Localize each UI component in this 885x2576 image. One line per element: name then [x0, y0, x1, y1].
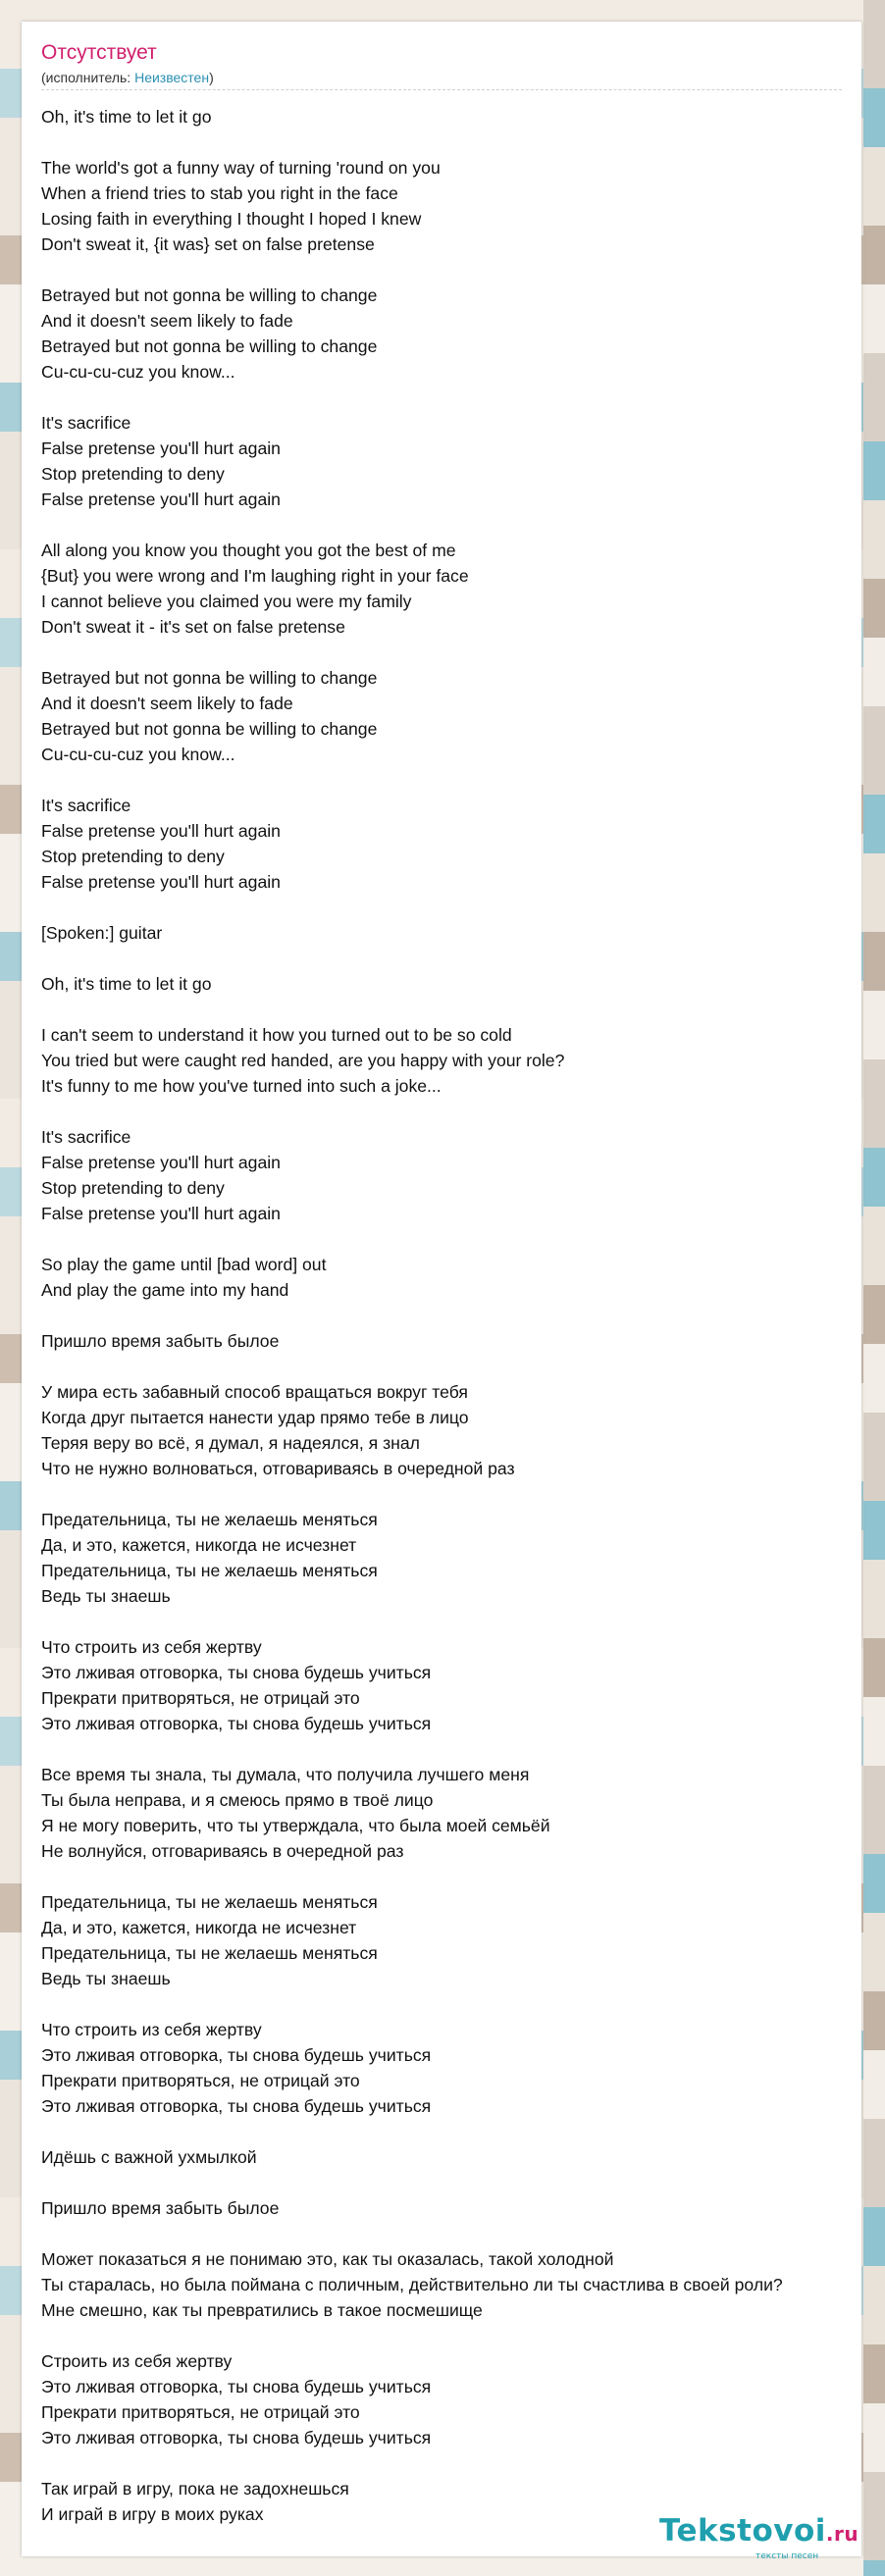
background-stripes: [863, 0, 885, 2576]
lyric-line: Это лживая отговорка, ты снова будешь учиться: [41, 2428, 432, 2447]
logo-tagline: тексты песен: [755, 2551, 819, 2561]
lyric-line: Betrayed but not gonna be willing to change: [41, 336, 378, 356]
lyric-line: Losing faith in everything I thought I hoped I knew: [41, 209, 422, 229]
lyric-line: Stop pretending to deny: [41, 464, 225, 484]
lyric-line: Это лживая отговорка, ты снова будешь учиться: [41, 1714, 432, 1733]
lyric-line: Все время ты знала, ты думала, что получила лучшего меня: [41, 1765, 530, 1784]
lyric-line: Oh, it's time to let it go: [41, 107, 212, 127]
artist-prefix: (исполнитель:: [41, 70, 135, 85]
lyric-line: Прекрати притворяться, не отрицай это: [41, 2402, 360, 2422]
lyric-line: Не волнуйся, отговариваясь в очередной раз: [41, 1841, 404, 1861]
lyric-blank-line: [41, 895, 783, 920]
lyric-line: Предательница, ты не желаешь меняться: [41, 1892, 378, 1912]
lyric-line: It's sacrifice: [41, 1127, 131, 1147]
lyric-line: When a friend tries to stab you right in the face: [41, 183, 398, 203]
lyric-line: The world's got a funny way of turning 'round on you: [41, 158, 441, 178]
lyric-line: Stop pretending to deny: [41, 1178, 225, 1198]
lyric-line: All along you know you thought you got the best of me: [41, 541, 456, 560]
lyric-line: Пришло время забыть былое: [41, 2198, 280, 2218]
site-logo[interactable]: [659, 2513, 859, 2549]
lyric-line: Предательница, ты не желаешь меняться: [41, 1561, 378, 1580]
lyric-blank-line: [41, 1991, 783, 2017]
lyric-line: Это лживая отговорка, ты снова будешь учиться: [41, 2045, 432, 2065]
lyric-line: I cannot believe you claimed you were my family: [41, 592, 412, 611]
lyric-line: False pretense you'll hurt again: [41, 872, 281, 892]
lyric-line: Теряя веру во всё, я думал, я надеялся, я знал: [41, 1433, 420, 1453]
lyric-blank-line: [41, 997, 783, 1022]
lyric-line: False pretense you'll hurt again: [41, 489, 281, 509]
lyric-line: Да, и это, кажется, никогда не исчезнет: [41, 1918, 357, 1937]
lyric-line: Может показаться я не понимаю это, как ты оказалась, такой холодной: [41, 2249, 614, 2269]
lyric-blank-line: [41, 2221, 783, 2246]
lyric-line: Betrayed but not gonna be willing to change: [41, 719, 378, 739]
logo-tld: .ru: [825, 2522, 859, 2546]
lyric-line: It's sacrifice: [41, 796, 131, 815]
lyric-line: You tried but were caught red handed, are you happy with your role?: [41, 1051, 565, 1070]
lyric-line: Oh, it's time to let it go: [41, 974, 212, 994]
lyric-line: [Spoken:] guitar: [41, 923, 163, 943]
lyric-line: Это лживая отговорка, ты снова будешь учиться: [41, 1663, 432, 1682]
lyric-line: {But} you were wrong and I'm laughing right in your face: [41, 566, 469, 586]
lyrics-card: [22, 22, 861, 2561]
lyric-line: And it doesn't seem likely to fade: [41, 311, 293, 331]
lyric-blank-line: [41, 1099, 783, 1124]
lyric-blank-line: [41, 129, 783, 155]
lyric-blank-line: [41, 1226, 783, 1252]
lyric-blank-line: [41, 1354, 783, 1379]
lyric-line: У мира есть забавный способ вращаться вокруг тебя: [41, 1382, 468, 1402]
lyric-line: Мне смешно, как ты превратились в такое посмешище: [41, 2300, 483, 2320]
lyric-line: Ты старалась, но была поймана с поличным, действительно ли ты счастлива в своей роли?: [41, 2275, 783, 2294]
lyric-line: So play the game until [bad word] out: [41, 1255, 327, 1274]
lyric-line: And play the game into my hand: [41, 1280, 289, 1300]
lyric-blank-line: [41, 767, 783, 793]
lyric-line: Строить из себя жертву: [41, 2351, 233, 2371]
lyric-blank-line: [41, 2323, 783, 2348]
lyric-line: Betrayed but not gonna be willing to change: [41, 668, 378, 688]
lyric-line: False pretense you'll hurt again: [41, 438, 281, 458]
lyric-line: Что не нужно волноваться, отговариваясь в очередной раз: [41, 1459, 515, 1478]
lyric-line: Stop pretending to deny: [41, 847, 225, 866]
lyric-blank-line: [41, 1736, 783, 1762]
lyric-line: Ведь ты знаешь: [41, 1969, 171, 1988]
lyric-line: Пришло время забыть былое: [41, 1331, 280, 1351]
lyric-line: Это лживая отговорка, ты снова будешь учиться: [41, 2377, 432, 2396]
artist-link[interactable]: Неизвестен: [134, 70, 210, 85]
lyric-line: I can't seem to understand it how you turned out to be so cold: [41, 1025, 512, 1045]
lyric-line: False pretense you'll hurt again: [41, 1204, 281, 1223]
lyric-line: Предательница, ты не желаешь меняться: [41, 1943, 378, 1963]
lyric-line: Это лживая отговорка, ты снова будешь учиться: [41, 2096, 432, 2116]
lyric-blank-line: [41, 512, 783, 538]
lyric-blank-line: [41, 946, 783, 971]
logo-name: Tekstovoi: [659, 2513, 826, 2549]
song-title: Отсутствует: [41, 41, 157, 64]
lyric-line: Прекрати притворяться, не отрицай это: [41, 2071, 360, 2090]
lyric-line: Ведь ты знаешь: [41, 1586, 171, 1606]
lyric-line: Идёшь с важной ухмылкой: [41, 2147, 257, 2167]
lyric-line: И играй в игру в моих руках: [41, 2504, 264, 2524]
lyric-line: False pretense you'll hurt again: [41, 821, 281, 841]
header-divider: [41, 89, 842, 90]
lyric-line: Я не могу поверить, что ты утверждала, что была моей семьёй: [41, 1816, 550, 1835]
lyric-line: Don't sweat it - it's set on false pretense: [41, 617, 345, 637]
lyric-line: It's sacrifice: [41, 413, 131, 433]
artist-suffix: ): [209, 70, 214, 85]
artist-line: [41, 70, 214, 85]
lyric-line: Так играй в игру, пока не задохнешься: [41, 2479, 349, 2499]
lyric-line: Прекрати притворяться, не отрицай это: [41, 1688, 360, 1708]
lyric-blank-line: [41, 257, 783, 283]
lyric-blank-line: [41, 2119, 783, 2144]
lyric-line: Предательница, ты не желаешь меняться: [41, 1510, 378, 1529]
lyric-line: Cu-cu-cu-cuz you know...: [41, 745, 235, 764]
lyric-line: Cu-cu-cu-cuz you know...: [41, 362, 235, 382]
lyric-blank-line: [41, 2450, 783, 2476]
lyric-blank-line: [41, 1303, 783, 1328]
lyric-blank-line: [41, 2170, 783, 2195]
lyric-line: And it doesn't seem likely to fade: [41, 694, 293, 713]
lyric-line: Да, и это, кажется, никогда не исчезнет: [41, 1535, 357, 1555]
lyric-blank-line: [41, 640, 783, 665]
lyric-line: Don't sweat it, {it was} set on false pretense: [41, 234, 375, 254]
lyric-line: Betrayed but not gonna be willing to change: [41, 285, 378, 305]
lyric-line: Что строить из себя жертву: [41, 2020, 262, 2039]
lyric-line: False pretense you'll hurt again: [41, 1153, 281, 1172]
lyric-blank-line: [41, 1609, 783, 1634]
lyric-line: Ты была неправа, и я смеюсь прямо в твоё лицо: [41, 1790, 434, 1810]
lyric-line: Когда друг пытается нанести удар прямо тебе в лицо: [41, 1408, 469, 1427]
lyric-blank-line: [41, 385, 783, 410]
lyric-line: It's funny to me how you've turned into such a joke...: [41, 1076, 442, 1096]
lyric-blank-line: [41, 1864, 783, 1889]
lyric-line: Что строить из себя жертву: [41, 1637, 262, 1657]
lyric-blank-line: [41, 1481, 783, 1507]
lyrics-text: [41, 104, 783, 2527]
